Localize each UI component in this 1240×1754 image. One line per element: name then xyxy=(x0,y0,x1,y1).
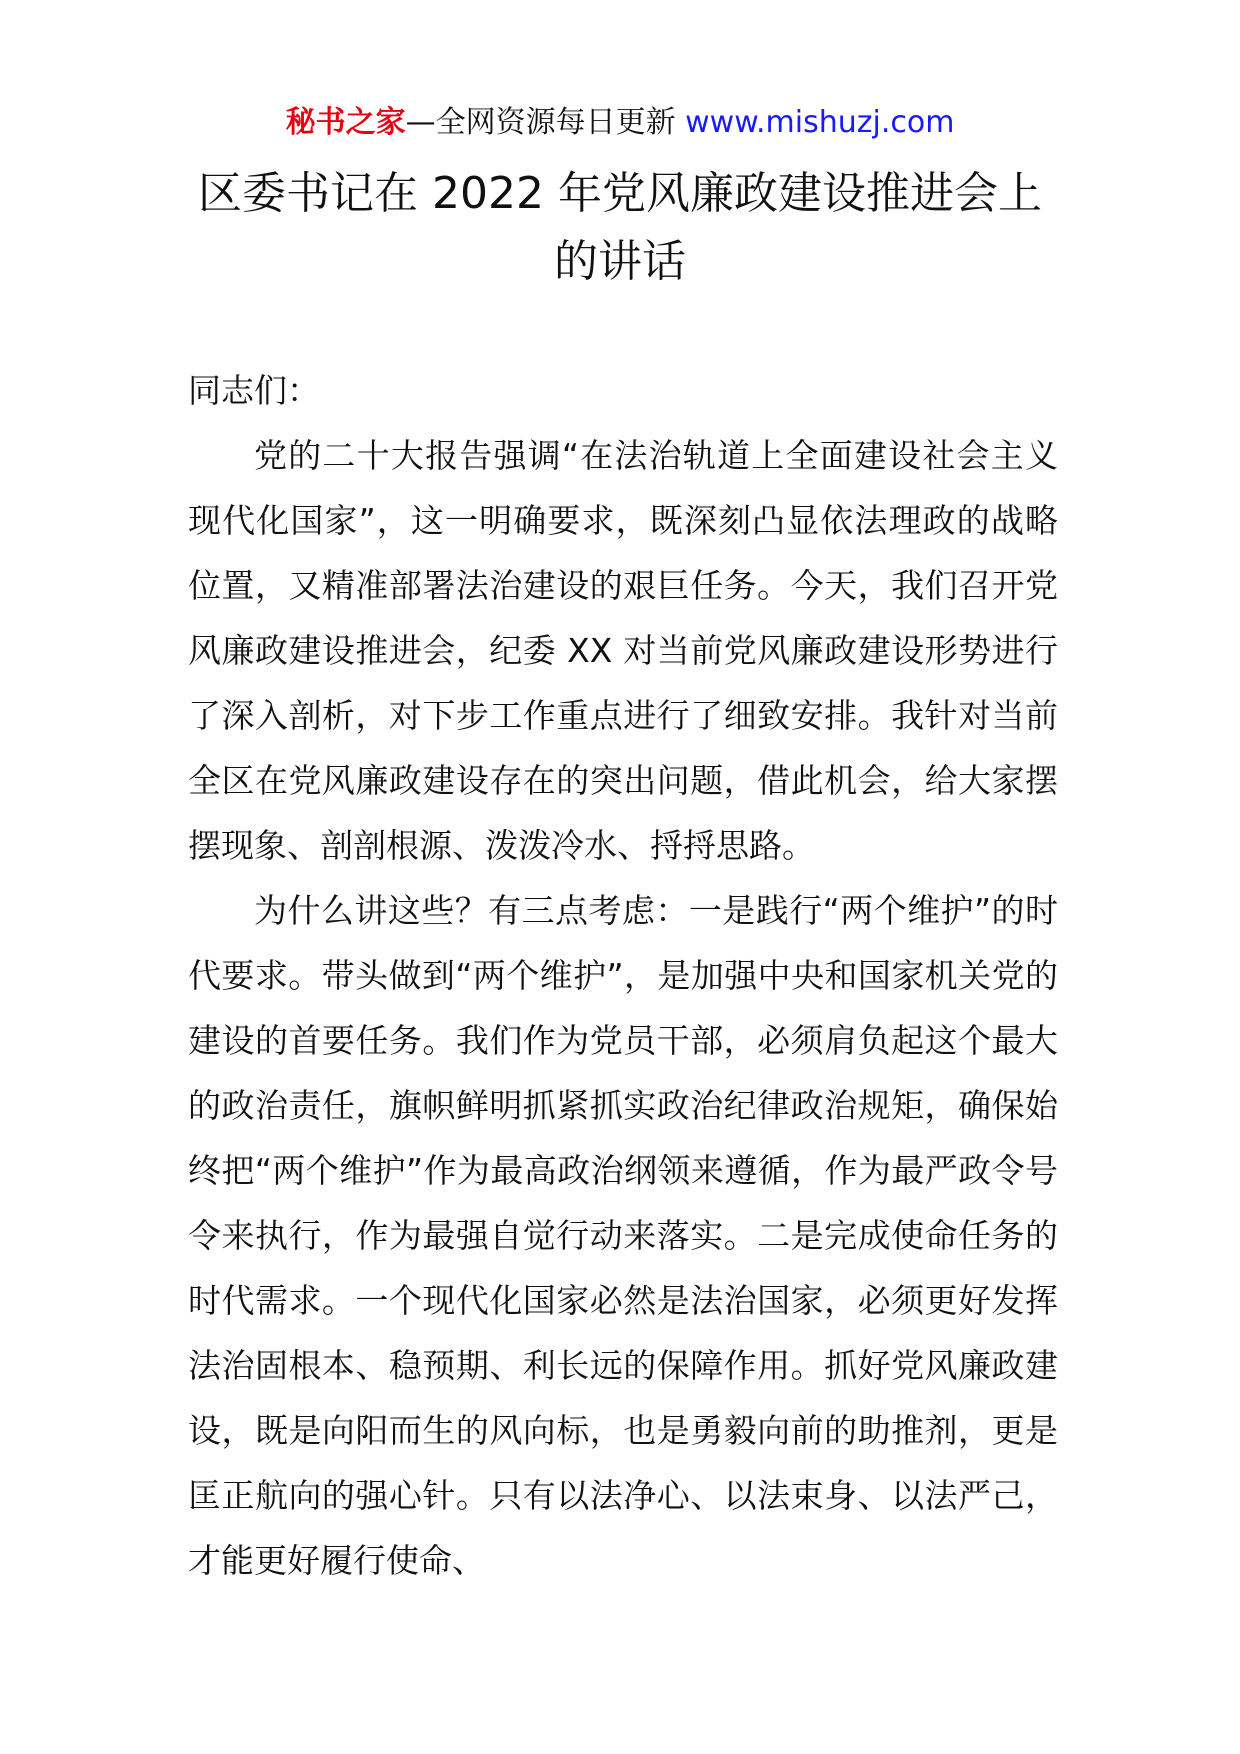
site-brand: 秘书之家 xyxy=(285,105,406,140)
paragraph-1: 党的二十大报告强调“在法治轨道上全面建设社会主义现代化国家”，这一明确要求，既深刻凸显依法理政的战略位置，又精准部署法治建设的艰巨任务。今天，我们召开党风廉政建设推进会，纪委 XX 对当前党风廉政建设形势进行了深入剖析，对下步工作重点进行了细致安排。我针对当前全区在党风廉政建设存在的突出问题，借此机会，给大家摆摆现象、剖剖根源、泼泼冷水、捋捋思路。 xyxy=(188,436,1058,865)
paragraph-2: 为什么讲这些？有三点考虑：一是践行“两个维护”的时代要求。带头做到“两个维护”，是加强中央和国家机关党的建设的首要任务。我们作为党员干部，必须肩负起这个最大的政治责任，旗帜鲜明抓紧抓实政治纪律政治规矩，确保始终把“两个维护”作为最高政治纲领来遵循，作为最严政令号令来执行，作为最强自觉行动来落实。二是完成使命任务的时代需求。一个现代化国家必然是法治国家，必须更好发挥法治固根本、稳预期、利长远的保障作用。抓好党风廉政建设，既是向阳而生的风向标，也是勇毅向前的助推剂，更是匡正航向的强心针。只有以法净心、以法束身、以法严己，才能更好履行使命、 xyxy=(188,891,1058,1580)
document-title-line-1: 区委书记在 2022 年党风廉政建设推进会上 xyxy=(198,168,1042,219)
site-header xyxy=(0,100,1240,146)
document-title-line-2: 的讲话 xyxy=(554,236,686,287)
salutation: 同志们： xyxy=(188,371,320,410)
document-title xyxy=(180,160,1060,296)
site-url-link[interactable]: www.mishuzj.com xyxy=(685,105,955,140)
site-slogan: —全网资源每日更新 xyxy=(405,105,686,140)
document-body xyxy=(188,358,1058,1593)
